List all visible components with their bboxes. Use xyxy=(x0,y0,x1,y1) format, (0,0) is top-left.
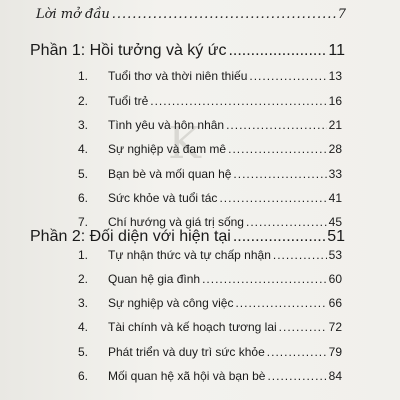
item-title: Phát triển và duy trì sức khỏe xyxy=(108,345,265,359)
item-number: 5. xyxy=(78,167,89,181)
show-through-mark: K xyxy=(168,118,201,169)
leader-dots xyxy=(226,118,327,132)
item-page: 13 xyxy=(328,69,342,83)
item-page: 45 xyxy=(328,215,342,229)
item-title: Tuổi thơ và thời niên thiếu xyxy=(108,69,248,83)
item-page: 66 xyxy=(328,296,342,310)
item-page: 53 xyxy=(328,248,342,262)
item-number: 2. xyxy=(78,94,89,108)
part-title: Phần 1: Hồi tưởng và ký ức xyxy=(30,42,227,59)
item-title: Sự nghiệp và đam mê xyxy=(108,142,227,156)
item-number: 5. xyxy=(78,345,89,359)
intro-page: 7 xyxy=(337,7,346,22)
toc-item xyxy=(78,369,342,383)
item-page: 33 xyxy=(328,167,342,181)
item-title: Tình yêu và hôn nhân xyxy=(108,118,225,132)
leader-dots xyxy=(112,7,336,22)
item-number: 1. xyxy=(78,248,89,262)
item-page: 60 xyxy=(328,272,342,286)
toc-item xyxy=(78,248,342,262)
item-title: Sức khỏe và tuổi tác xyxy=(108,191,218,205)
item-number: 1. xyxy=(78,69,89,83)
part-page: 51 xyxy=(327,228,345,245)
leader-dots xyxy=(249,69,326,83)
leader-dots xyxy=(273,248,327,262)
item-page: 84 xyxy=(328,369,342,383)
leader-dots xyxy=(235,296,326,310)
toc-item xyxy=(78,296,342,310)
leader-dots xyxy=(267,345,327,359)
intro-title: Lời mở đầu xyxy=(36,7,110,22)
leader-dots xyxy=(202,272,327,286)
leader-dots xyxy=(228,42,326,60)
item-page: 72 xyxy=(328,320,342,334)
item-page: 41 xyxy=(328,191,342,205)
leader-dots xyxy=(267,369,326,383)
toc-intro-row xyxy=(36,7,346,22)
leader-dots xyxy=(279,320,327,334)
item-number: 4. xyxy=(78,142,89,156)
item-title: Sự nghiệp và công việc xyxy=(108,296,234,310)
item-page: 16 xyxy=(328,94,342,108)
leader-dots xyxy=(219,191,326,205)
item-title: Chí hướng và giá trị sống xyxy=(108,215,244,229)
item-number: 6. xyxy=(78,191,89,205)
toc-item xyxy=(78,118,342,132)
toc-item xyxy=(78,215,342,229)
part-page: 11 xyxy=(328,42,345,59)
leader-dots xyxy=(228,142,327,156)
item-number: 2. xyxy=(78,272,89,286)
item-title: Tuổi trẻ xyxy=(108,94,149,108)
item-number: 3. xyxy=(78,296,89,310)
toc-item xyxy=(78,69,342,83)
item-page: 79 xyxy=(328,345,342,359)
leader-dots xyxy=(233,167,326,181)
toc-item xyxy=(78,142,342,156)
item-number: 3. xyxy=(78,118,89,132)
item-page: 28 xyxy=(328,142,342,156)
toc-item xyxy=(78,167,342,181)
toc-item xyxy=(78,345,342,359)
leader-dots xyxy=(233,228,325,246)
item-title: Quan hệ gia đình xyxy=(108,272,201,286)
toc-item xyxy=(78,94,342,108)
item-title: Mối quan hệ xã hội và bạn bè xyxy=(108,369,266,383)
item-number: 6. xyxy=(78,369,89,383)
toc-item xyxy=(78,191,342,205)
leader-dots xyxy=(150,94,326,108)
item-number: 7. xyxy=(78,215,89,229)
item-title: Tự nhận thức và tự chấp nhận xyxy=(108,248,271,262)
toc-part-2-title-row xyxy=(30,228,345,246)
item-title: Tài chính và kế hoạch tương lai xyxy=(108,320,277,334)
leader-dots xyxy=(246,215,327,229)
item-title: Bạn bè và mối quan hệ xyxy=(108,167,232,181)
toc-item xyxy=(78,320,342,334)
toc-item xyxy=(78,272,342,286)
item-page: 21 xyxy=(328,118,342,132)
item-number: 4. xyxy=(78,320,89,334)
part-title: Phần 2: Đối diện với hiện tại xyxy=(30,228,231,245)
toc-part-1-row xyxy=(30,42,345,60)
